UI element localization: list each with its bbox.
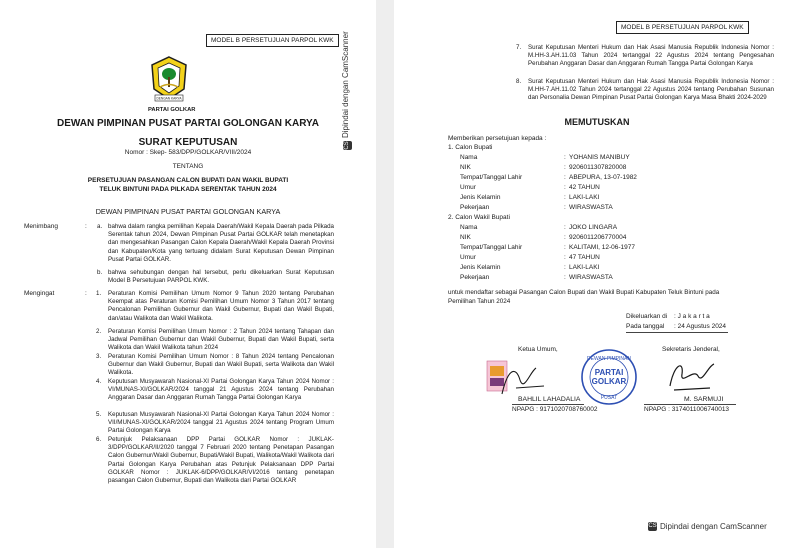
c1-colon: : — [564, 184, 566, 191]
model-header-box-2: MODEL B PERSETUJUAN PARPOL KWK — [616, 21, 749, 34]
mengingat-4-no: 4. — [96, 378, 102, 385]
mengingat-5-no: 5. — [96, 411, 102, 418]
menimbang-colon: : — [85, 223, 87, 230]
chair-name-underline — [512, 404, 584, 405]
c1-label-jk: Jenis Kelamin — [460, 194, 501, 201]
approval-intro: Memberikan persetujuan kepada : — [448, 135, 547, 142]
camscanner-footer — [648, 522, 767, 531]
c1-value-umur: 42 TAHUN — [569, 184, 600, 191]
camscanner-text: Dipindai dengan CamScanner — [341, 31, 350, 138]
c1-colon: : — [564, 204, 566, 211]
c1-label-ttl: Tempat/Tanggal Lahir — [460, 174, 523, 181]
logo-banner-text: DENGAN KARYA — [156, 96, 182, 101]
secretary-title: Sekretaris Jenderal, — [662, 346, 720, 353]
date-underline — [626, 332, 728, 333]
secretary-npapg: NPAPG : 3174011006740013 — [644, 406, 730, 413]
c2-value-ttl: KALITAMI, 12-06-1977 — [569, 244, 635, 251]
c1-colon: : — [564, 164, 566, 171]
item-8-no: 8. — [516, 78, 522, 85]
seal-mid-text-1: PARTAI — [594, 368, 624, 377]
item-8-text: Surat Keputusan Menteri Hukum dan Hak Asasi Manusia Republik Indonesia Nomor : M.HH-7.AH.11.02 Tahun 2024 tertanggal 22 Agustus 2024 tentang Perubahan Susunan dan Personalia Dewan Pimpinan Pusat Partai Golongan Karya Masa Bhakti 2024-2029 — [528, 78, 774, 102]
mengingat-6-no: 6. — [96, 436, 102, 443]
c1-label-umur: Umur — [460, 184, 476, 191]
model-header-box: MODEL B PERSETUJUAN PARPOL KWK — [206, 34, 339, 47]
document-page-2 — [394, 0, 800, 548]
camscanner-watermark — [341, 31, 352, 150]
organization-title: DEWAN PIMPINAN PUSAT PARTAI GOLONGAN KARYA — [56, 118, 320, 129]
party-seal-stamp — [580, 348, 638, 406]
seal-mid-text-2: GOLKAR — [591, 377, 627, 386]
issued-at-value: : J a k a r t a — [674, 313, 710, 320]
c2-colon: : — [564, 264, 566, 271]
c2-colon: : — [564, 224, 566, 231]
purpose-line-1: untuk mendaftar sebagai Pasangan Calon Bupati dan Wakil Bupati Kabupaten Teluk Bintuni pada — [448, 289, 720, 296]
issued-at-label: Dikeluarkan di — [626, 313, 668, 320]
issuer-title: DEWAN PIMPINAN PUSAT PARTAI GOLONGAN KARYA — [95, 207, 281, 216]
c2-value-pekerjaan: WIRASWASTA — [569, 274, 613, 281]
c2-colon: : — [564, 244, 566, 251]
c1-colon: : — [564, 194, 566, 201]
secretary-name: M. SARMUJI — [684, 396, 724, 403]
seal-top-text: DEWAN PIMPINAN — [587, 356, 631, 362]
subject-line-1: PERSETUJUAN PASANGAN CALON BUPATI DAN WAKIL BUPATI — [87, 177, 289, 184]
tentang-label: TENTANG — [172, 163, 204, 170]
chair-title: Ketua Umum, — [518, 346, 558, 353]
date-value: : 24 Agustus 2024 — [674, 323, 727, 330]
c2-colon: : — [564, 234, 566, 241]
mengingat-colon: : — [85, 290, 87, 297]
c1-value-nama: YOHANIS MANIBUY — [569, 154, 630, 161]
chair-name: BAHLIL LAHADALIA — [518, 396, 581, 403]
memutuskan-heading: MEMUTUSKAN — [564, 117, 630, 127]
menimbang-a-letter: a. — [97, 223, 103, 230]
mengingat-2-no: 2. — [96, 328, 102, 335]
document-number: Nomor : Skep- 583/DPP/GOLKAR/VIII/2024 — [124, 149, 252, 156]
c2-label-pekerjaan: Pekerjaan — [460, 274, 490, 281]
c2-label-nama: Nama — [460, 224, 478, 231]
c2-colon: : — [564, 254, 566, 261]
document-title: SURAT KEPUTUSAN — [138, 137, 238, 148]
mengingat-3-no: 3. — [96, 353, 102, 360]
mengingat-4-text: Keputusan Musyawarah Nasional-XI Partai Golongan Karya Tahun 2024 Nomor : VI/MUNAS-XI/GOLKAR/2024 tanggal 21 Agustus 2024 tentang Perubahan Anggaran Dasar dan Anggaran Rumah Tangga Partai Golongan Karya — [108, 378, 334, 402]
mengingat-1-text: Peraturan Komisi Pemilihan Umum Nomor 9 Tahun 2020 tentang Perubahan Keempat atas Peraturan Komisi Pemilihan Umum Nomor 3 Tahun 2017 tentang Pencalonan Pemilihan Gubernur dan Wakil Gubernur, Bupati dan Wakil Bupati, dan/atau Walikota dan Wakil Walikota. — [108, 290, 334, 322]
mengingat-1-no: 1. — [96, 290, 102, 297]
c1-label-nik: NIK — [460, 164, 471, 171]
c1-value-jk: LAKI-LAKI — [569, 194, 600, 201]
menimbang-a-text: bahwa dalam rangka pemilihan Kepala Daerah/Wakil Kepala Daerah pada Pilkada Serentak tahun 2024, Dewan Pimpinan Pusat Partai GOLKAR telah menetapkan dan mengesahkan Pasangan Calon Kepala Daerah/Wakil Kepala Daerah Provinsi dan Kabupaten/Kota yang tertuang didalam Surat Keputusan Dewan Pimpinan Pusat Partai GOLKAR. — [108, 223, 334, 263]
menimbang-b-text: bahwa sehubungan dengan hal tersebut, perlu dikeluarkan Surat Keputusan Model B Persetujuan PARPOL KWK. — [108, 269, 334, 285]
c1-label-pekerjaan: Pekerjaan — [460, 204, 490, 211]
menimbang-b-letter: b. — [97, 269, 103, 276]
camscanner-icon: CS — [648, 523, 657, 529]
c2-value-umur: 47 TAHUN — [569, 254, 600, 261]
purpose-line-2: Pemilihan Tahun 2024 — [448, 298, 511, 305]
mengingat-2-text: Peraturan Komisi Pemilihan Umum Nomor : 2 Tahun 2024 tentang Tahapan dan Jadwal Pemilihan Gubernur dan Wakil Gubernur, Bupati dan Wakil Bupati, serta Walikota dan Wakil Walikota tahun 2024 — [108, 328, 334, 352]
item-7-text: Surat Keputusan Menteri Hukum dan Hak Asasi Manusia Republik Indonesia Nomor : M.HH-3.AH.11.03 Tahun 2024 tertanggal 22 Agustus 2024 tentang Pengesahan Perubahan Anggaran Dasar dan Anggaran Rumah Tangga Partai Golongan Karya — [528, 44, 774, 68]
mengingat-6-text: Petunjuk Pelaksanaan DPP Partai GOLKAR Nomor : JUKLAK-3/DPP/GOLKAR/II/2020 tanggal 7 Februari 2020 tentang Penetapan Pasangan Calon Gubernur/Wakil Gubernur, Bupati/Wakil Bupati, Walikota/Wakil Walikota dari Partai Golongan Karya Perubahan atas Petunjuk Pelaksanaan DPP Partai GOLKAR Nomor : JUKLAK-6/DPP/GOLKAR/VI/2016 tentang penetapan pasangan Calon Gubernur, Bupati dan Walikota dari Partai GOLKAR — [108, 436, 334, 485]
c1-colon: : — [564, 154, 566, 161]
c1-value-nik: 9206011307820008 — [569, 164, 627, 171]
subject-line-2: TELUK BINTUNI PADA PILKADA SERENTAK TAHUN 2024 — [99, 186, 277, 193]
document-page-1 — [0, 0, 376, 548]
c2-value-jk: LAKI-LAKI — [569, 264, 600, 271]
mengingat-5-text: Keputusan Musyawarah Nasional-XI Partai Golongan Karya Tahun 2024 Nomor : VII/MUNAS-XI/GOLKAR/2024 tanggal 21 Agustus 2024 tentang Program Umum Partai Golongan Karya — [108, 411, 334, 435]
secretary-signature — [664, 356, 718, 396]
c1-label-nama: Nama — [460, 154, 478, 161]
date-label: Pada tanggal — [626, 323, 665, 330]
menimbang-label: Menimbang — [24, 223, 58, 230]
golkar-logo — [148, 55, 190, 105]
c2-label-jk: Jenis Kelamin — [460, 264, 501, 271]
mengingat-3-text: Peraturan Komisi Pemilihan Umum Nomor : 8 Tahun 2024 tentang Pencalonan Gubernur dan Wakil Gubernur, Bupati dan Wakil Bupati, serta Walikota dan Wakil Walikota. — [108, 353, 334, 377]
c2-value-nama: JOKO LINGARA — [569, 224, 618, 231]
c1-value-pekerjaan: WIRASWASTA — [569, 204, 613, 211]
c2-label-ttl: Tempat/Tanggal Lahir — [460, 244, 523, 251]
mengingat-label: Mengingat — [24, 290, 55, 297]
candidate-2-header: 2. Calon Wakil Bupati — [448, 214, 510, 221]
camscanner-footer-text: Dipindai dengan CamScanner — [660, 522, 767, 531]
chair-npapg: NPAPG : 9171020708760002 — [512, 406, 598, 413]
candidate-1-header: 1. Calon Bupati — [448, 144, 493, 151]
logo-caption: PARTAI GOLKAR — [148, 107, 196, 113]
item-7-no: 7. — [516, 44, 522, 51]
seal-bottom-text: PUSAT — [600, 395, 618, 401]
c1-colon: : — [564, 174, 566, 181]
c2-value-nik: 9206011206770004 — [569, 234, 627, 241]
c2-label-umur: Umur — [460, 254, 476, 261]
secretary-name-underline — [644, 404, 736, 405]
c2-label-nik: NIK — [460, 234, 471, 241]
c1-value-ttl: ABEPURA, 13-07-1982 — [569, 174, 637, 181]
camscanner-icon: CS — [344, 141, 350, 150]
c2-colon: : — [564, 274, 566, 281]
